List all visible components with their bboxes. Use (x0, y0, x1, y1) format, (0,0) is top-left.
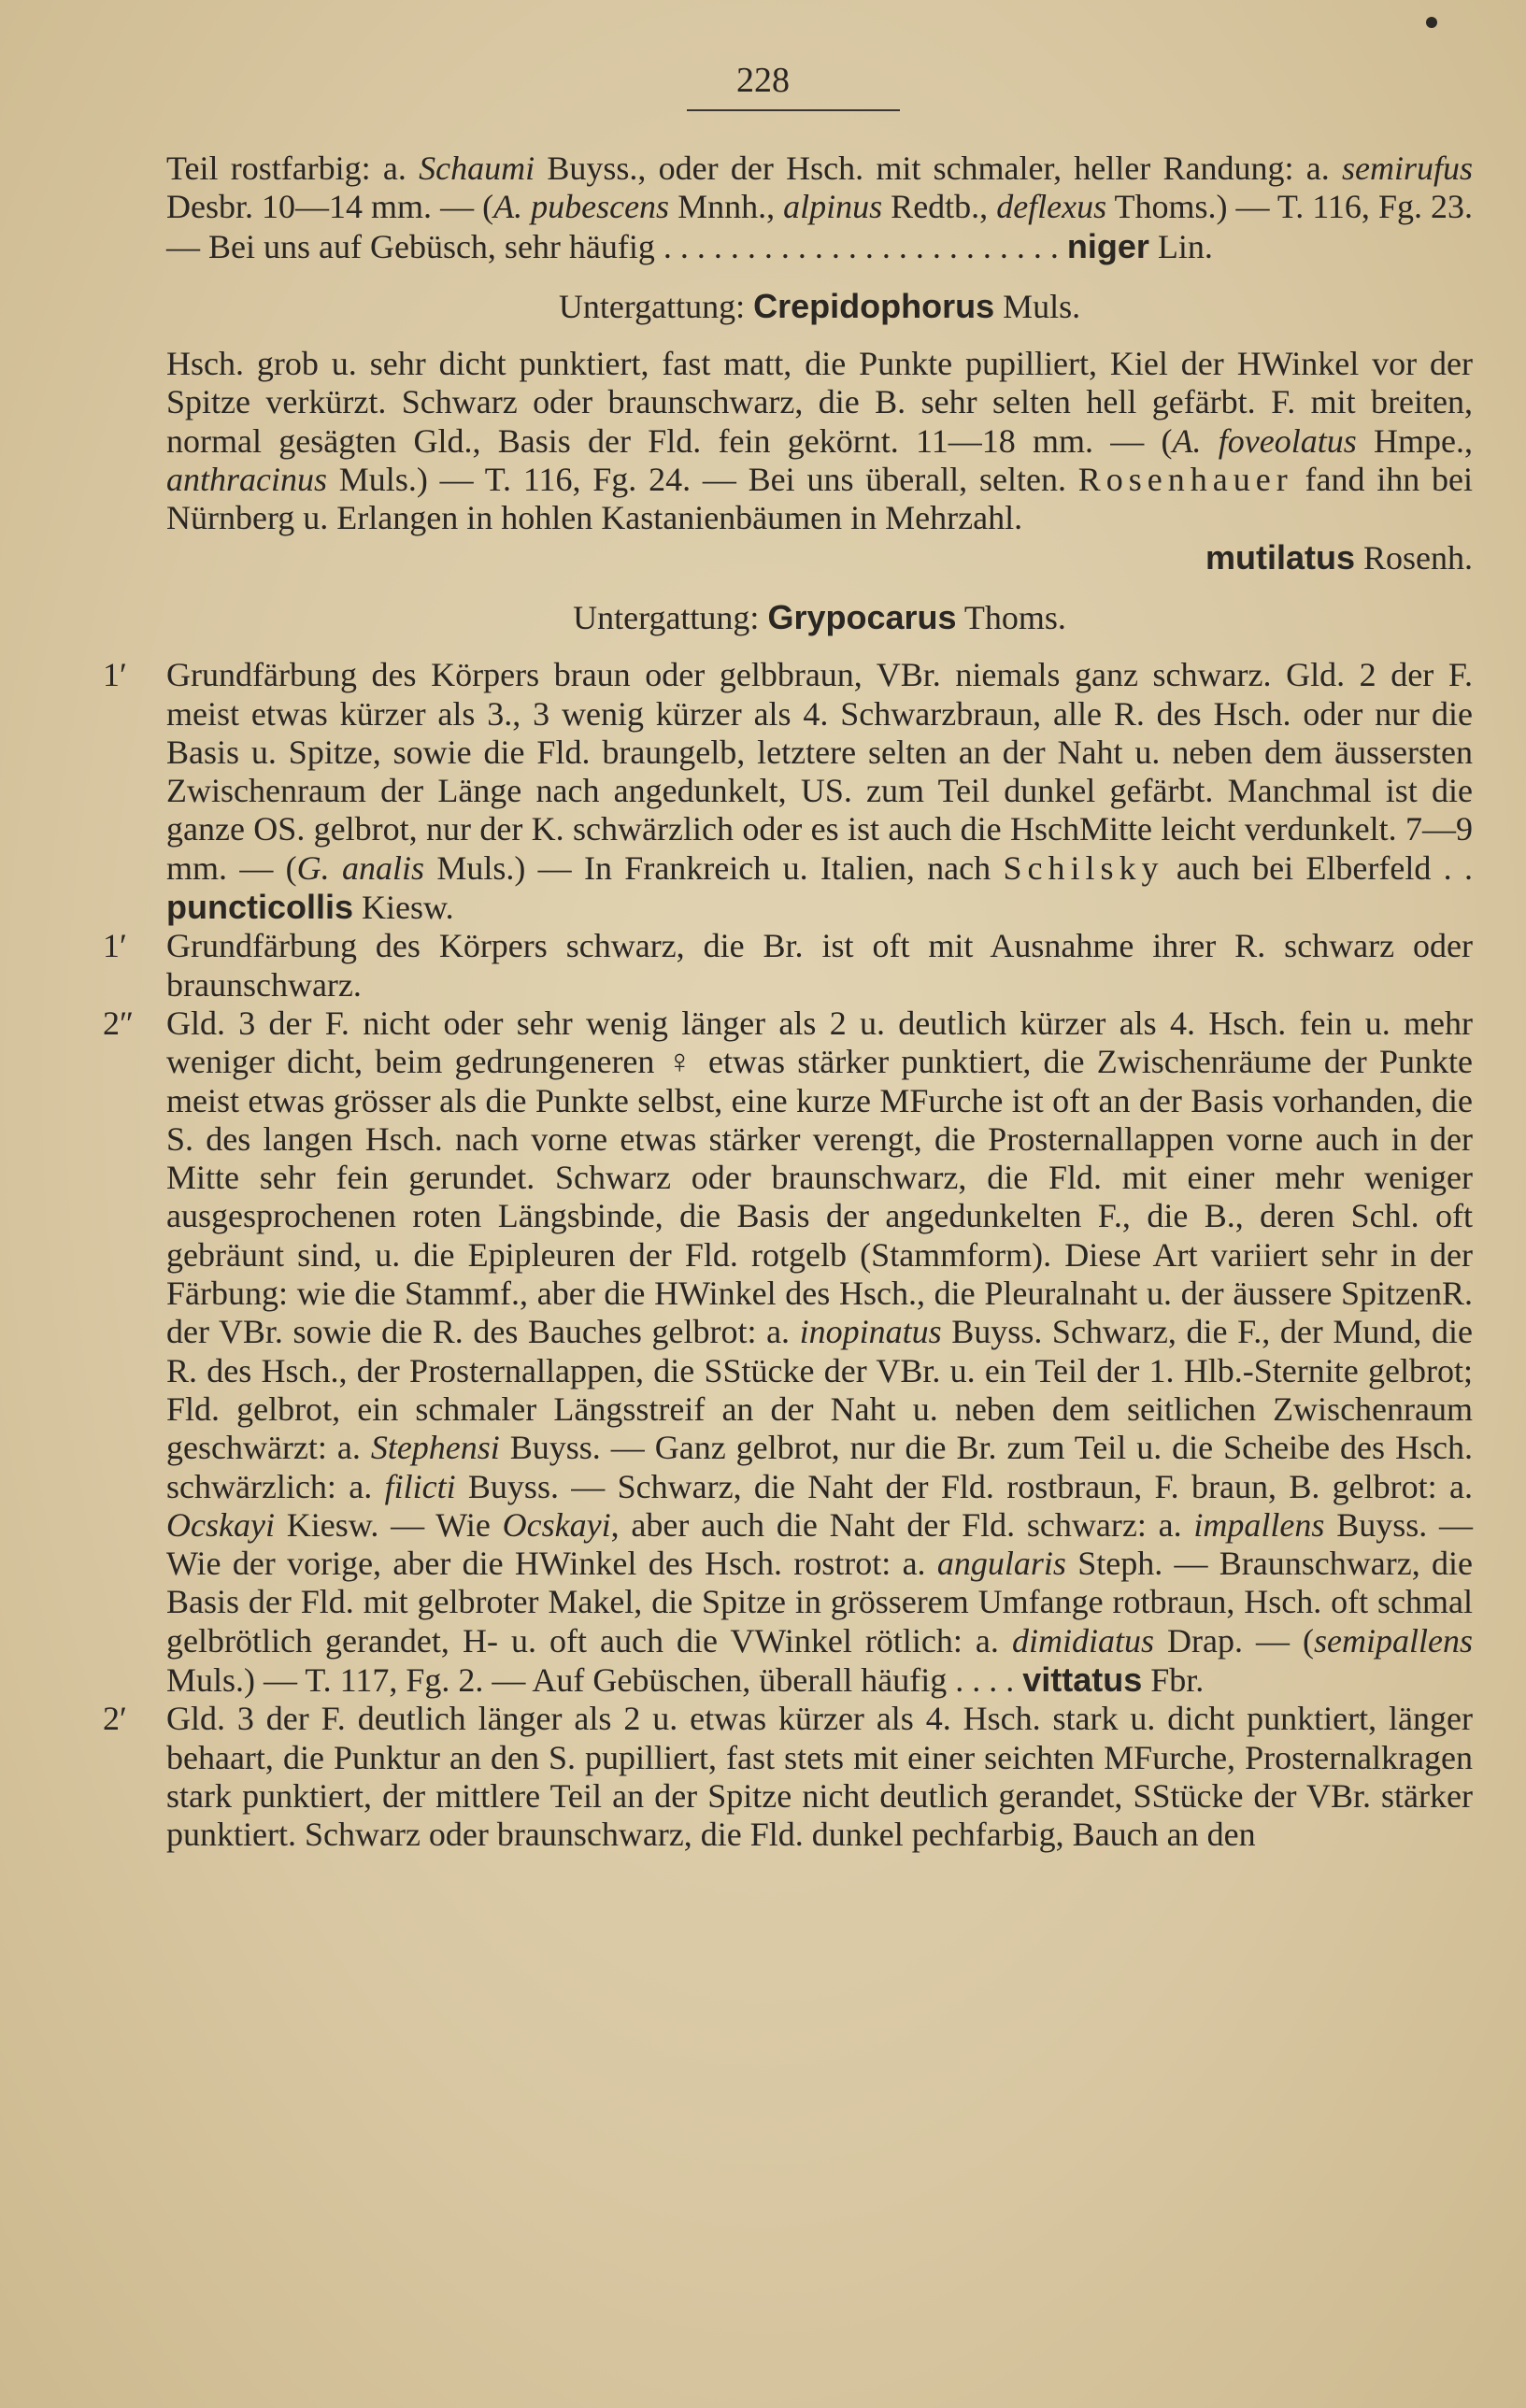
key-number: 2′ (103, 1700, 127, 1738)
key-entry-1a: 1′ Grundfärbung des Körpers braun oder gelbbraun, VBr. niemals ganz schwarz. Gld. 2 der F. meist etwas kürzer als 3., 3 wenig kürzer als 4. Schwarzbraun, alle R. des Hsch. oder nur die Basis u. Spitze, sowie die Fld. braungelb, letztere selten an der Naht u. neben dem äussersten Zwischenraum der Länge nach angedunkelt, US. zum Teil dunkel gefärbt. Manchmal ist die ganze OS. gelbrot, nur der K. schwärzlich oder es ist auch die HschMitte leicht verdunkelt. 7—9 mm. — (G. analis Muls.) — In Frankreich u. Italien, nach Schilsky auch bei Elberfeld . . puncticollis Kiesw. (103, 656, 1473, 927)
key-number: 1′ (103, 656, 127, 694)
key-number: 2″ (103, 1004, 134, 1042)
key-entry-2a: 2″ Gld. 3 der F. nicht oder sehr wenig länger als 2 u. deutlich kürzer als 4. Hsch. fein u. mehr weniger dicht, beim gedrungeneren ♀ etwas stärker punktiert, die Zwischenräume der Punkte meist etwas grösser als die Punkte selbst, eine kurze MFurche ist oft an der Basis vorhanden, die S. des langen Hsch. nach vorne etwas stärker verengt, die Prosternallappen vorne auch in der Mitte sehr fein gerundet. Schwarz oder braunschwarz, die Fld. mit einer mehr weniger ausgesprochenen roten Längsbinde, die Basis der angedunkelten F., die B., deren Schl. oft gebräunt sind, u. die Epipleuren der Fld. rotgelb (Stammform). Diese Art variiert sehr in der Färbung: wie die Stammf., aber die HWinkel des Hsch., die Pleuralnaht u. der äussere SpitzenR. der VBr. sowie die R. des Bauches gelbrot: a. inopinatus Buyss. Schwarz, die F., der Mund, die R. des Hsch., der Prosternallappen, die SStücke der VBr. u. ein Teil der 1. Hlb.-Sternite gelbrot; Fld. gelbrot, ein schmaler Längsstreif an der Naht u. neben dem seitlichen Zwischenraum geschwärzt: a. Stephensi Buyss. — Ganz gelbrot, nur die Br. zum Teil u. die Scheibe des Hsch. schwärzlich: a. filicti Buyss. — Schwarz, die Naht der Fld. rostbraun, F. braun, B. gelbrot: a. Ocskayi Kiesw. — Wie Ocskayi, aber auch die Naht der Fld. schwarz: a. impallens Buyss. — Wie der vorige, aber die HWinkel des Hsch. rostrot: a. angularis Steph. — Braunschwarz, die Basis der Fld. mit gelbroter Makel, die Spitze in grösserem Umfange rotbraun, Hsch. oft schmal gelbrötlich gerandet, H- u. oft auch die VWinkel rötlich: a. dimidiatus Drap. — (semipallens Muls.) — T. 117, Fg. 2. — Auf Gebüschen, überall häufig . . . . vittatus Fbr. (103, 1004, 1474, 1699)
species-name: vittatus (1022, 1660, 1143, 1699)
ink-speck (1426, 17, 1437, 28)
species-name: puncticollis (166, 888, 354, 927)
page-number: 228 (736, 61, 790, 100)
page-body (103, 150, 1474, 1854)
paragraph-mutilatus: Hsch. grob u. sehr dicht punktiert, fast matt, die Punkte pupilliert, Kiel der HWinkel vor der Spitze verkürzt. Schwarz oder braunschwarz, die B. sehr selten hell gefärbt. F. mit breiten, normal gesägten Gld., Basis der Fld. fein gekörnt. 11—18 mm. — (A. foveolatus Hmpe., anthracinus Muls.) — T. 116, Fg. 24. — Bei uns überall, selten. Rosenhauer fand ihn bei Nürnberg u. Erlangen in hohlen Kastanienbäumen in Mehrzahl. (166, 345, 1474, 537)
species-line-mutilatus: mutilatus Rosenh. (1205, 537, 1473, 577)
species-name: niger (1066, 226, 1149, 265)
key-number: 1′ (103, 927, 127, 965)
subgenus-heading-grypocarus: Untergattung: Grypocarus Thoms. (573, 597, 1066, 636)
key-entry-1b: 1′ Grundfärbung des Körpers schwarz, die Br. ist oft mit Ausnahme ihrer R. schwarz oder braunschwarz. (103, 927, 1473, 1004)
key-entry-2b: 2′ Gld. 3 der F. deutlich länger als 2 u. etwas kürzer als 4. Hsch. stark u. dicht punktiert, länger behaart, die Punktur an den S. pupilliert, fast stets mit einer seichten MFurche, Prosternalkragen stark punktiert, der mittlere Teil an der Spitze nicht deutlich gerandet, SStücke der VBr. stärker punktiert. Schwarz oder braunschwarz, die Fld. dunkel pechfarbig, Bauch an den (103, 1700, 1473, 1854)
paragraph-niger: Teil rostfarbig: a. Schaumi Buyss., oder der Hsch. mit schmaler, heller Randung: a. semirufus Desbr. 10—14 mm. — (A. pubescens Mnnh., alpinus Redtb., deflexus Thoms.) — T. 116, Fg. 23. — Bei uns auf Gebüsch, sehr häufig . . . . . . . . . . . . . . . . . . . . . . . . niger Lin. (166, 150, 1473, 265)
subgenus-heading-crepidophorus: Untergattung: Crepidophorus Muls. (558, 286, 1081, 325)
header-rule (687, 109, 900, 111)
